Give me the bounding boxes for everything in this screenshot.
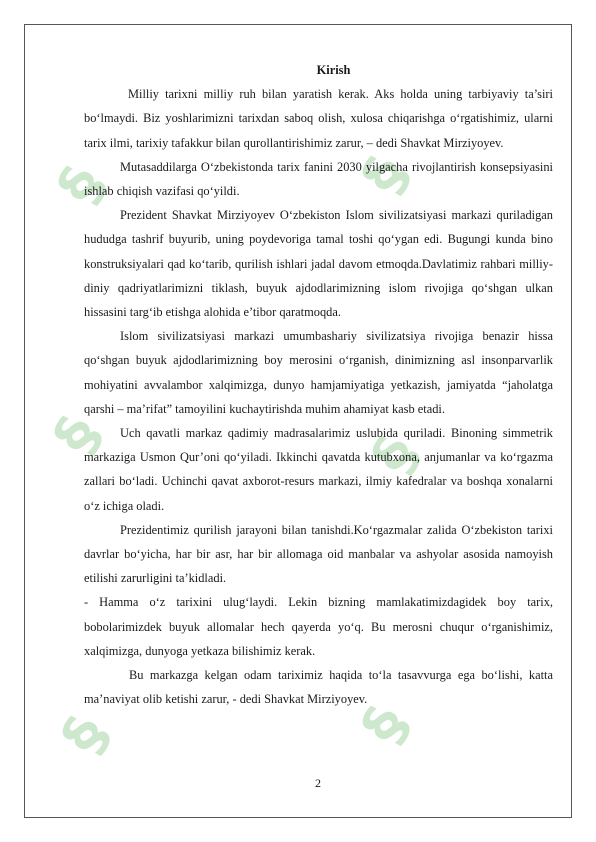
page-title: Kirish [316, 63, 351, 77]
watermark-icon: § [348, 694, 423, 754]
paragraph-4: Islom sivilizatsiyasi markazi umumbashariy sivilizatsiya rivojiga benazir hissa qo‘shgan buyuk ajdodlarimizning boy merosini o‘rganish, dinimizning asl insonparvarlik mohiyatini avvalambor xalqimizga, dunyo hamjamiyatiga yetkazish, jamiyatda “jaholatga qarshi – ma’rifat” tamoyilini kuchaytirishda muhim ahamiyat kasb etadi. [84, 329, 553, 416]
paragraph-6: Prezidentimiz qurilish jarayoni bilan tanishdi.Ko‘rgazmalar zalida O‘zbekiston tarixi davrlar bo‘yicha, har bir asr, har bir allomaga oid manbalar va ashyolar asosida namoyish etilishi zarurligini ta’kidladi. [84, 522, 553, 586]
paragraph-2: Mutasaddilarga O‘zbekistonda tarix fanini 2030 yilgacha rivojlantirish konsepsiyasini ishlab chiqish vazifasi qo‘yildi. [84, 159, 553, 199]
paragraph-8: Bu markazga kelgan odam tariximiz haqida to‘la tasavvurga ega bo‘lishi, katta ma’naviyat olib ketishi zarur, - dedi Shavkat Mirziyoyev. [84, 668, 553, 707]
paragraph-7: - Hamma o‘z tarixini ulug‘laydi. Lekin bizning mamlakatimizdagidek boy tarix, bobolarimizdek buyuk allomalar hech qayerda yo‘q. Bu merosni chuqur o‘rganishimiz, xalqimizga, dunyoga yetkaza bilishimiz kerak. [84, 595, 553, 658]
paragraph-1: Milliy tarixni milliy ruh bilan yaratish kerak. Aks holda uning tarbiyaviy ta’siri bo‘lmaydi. Biz yoshlarimizni tarixdan saboq olish, xulosa chiqarishga o‘rgatishimiz, ularni tarix ilmi, tarixiy tafakkur bilan qurollantirishimiz zarur, – dedi Shavkat Mirziyoyev. [84, 87, 553, 150]
paragraph-3: Prezident Shavkat Mirziyoyev O‘zbekiston Islom sivilizatsiyasi markazi quriladigan hududga tashrif buyurib, uning poydevoriga tamal toshi qo‘ygan edi. Bugungi kunda bino konstruksiyalari qad ko‘tarib, qurilish ishlari jadal davom etmoqda.Davlatimiz rahbari milliy-diniy qadriyatlarimizni tiklash, buyuk ajdodlarimizning islom rivojiga qo‘shgan ulkan hissasini targ‘ib etishga alohida e’tibor qaratmoqda. [84, 208, 553, 320]
watermark-icon: § [348, 144, 423, 204]
watermark-icon: § [48, 704, 123, 764]
watermark-icon: § [44, 154, 119, 214]
watermark-icon: § [358, 424, 433, 484]
page-number: 2 [315, 776, 321, 790]
paragraph-5: Uch qavatli markaz qadimiy madrasalarimiz uslubida quriladi. Binoning simmetrik markaziga Usmon Qur’oni qo‘yiladi. Ikkinchi qavatda kutubxona, anjumanlar va ko‘rgazma zallari bo‘ladi. Uchinchi qavat axborot-resurs markazi, ilmiy kafedralar va boshqa xonalarni o‘z ichiga oladi. [84, 426, 553, 513]
document-body [84, 58, 553, 711]
watermark-icon: § [40, 404, 115, 464]
